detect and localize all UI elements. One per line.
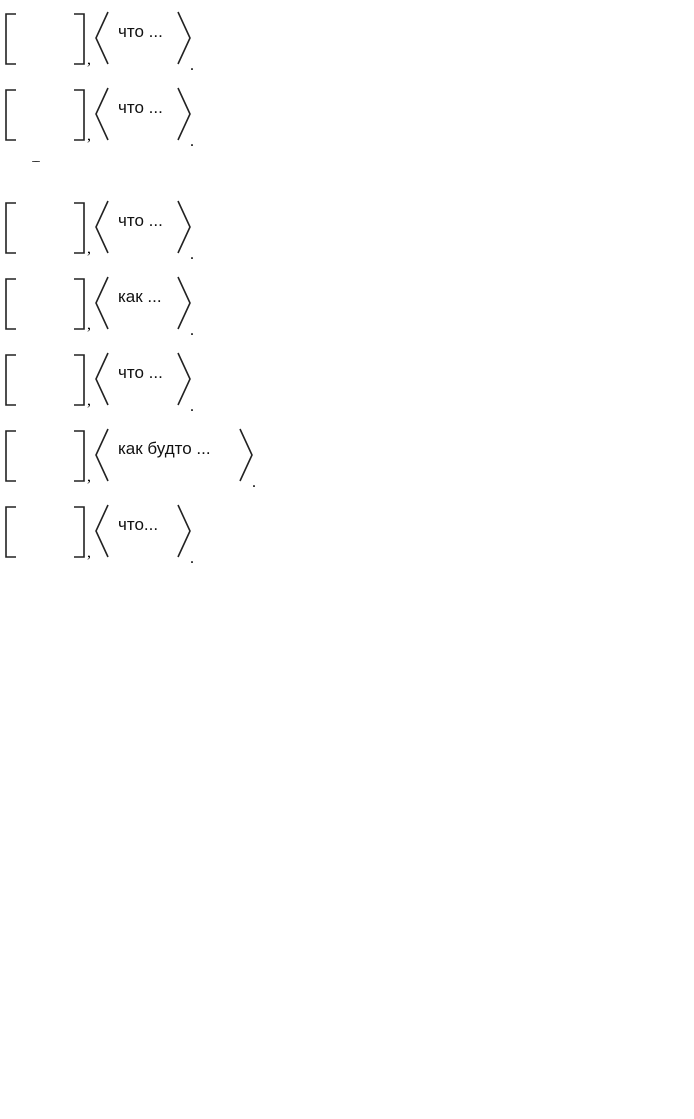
sub-clause-paren-right: [178, 277, 190, 329]
morpheme-mark: [32, 161, 40, 162]
scheme-period: .: [252, 474, 256, 489]
scheme-conjunction: что ...: [118, 98, 163, 117]
sub-clause-paren-left: [96, 353, 108, 405]
scheme-conjunction: как будто ...: [118, 439, 211, 458]
sub-clause-paren-left: [96, 12, 108, 64]
main-clause-bracket-left: [6, 355, 16, 405]
main-clause-bracket-left: [6, 431, 16, 481]
main-clause-bracket-left: [6, 507, 16, 557]
scheme-conjunction: что ...: [118, 22, 163, 41]
scheme-period: .: [190, 550, 194, 565]
scheme-comma: ,: [87, 316, 91, 333]
scheme-conjunction: что ...: [118, 363, 163, 382]
scheme-period: .: [190, 57, 194, 72]
scheme-conjunction: как ...: [118, 287, 162, 306]
main-clause-bracket-right: [74, 507, 84, 557]
main-clause-bracket-right: [74, 355, 84, 405]
scheme-period: .: [190, 133, 194, 148]
scheme-period: .: [190, 322, 194, 337]
scheme-comma: ,: [87, 127, 91, 144]
sub-clause-paren-left: [96, 201, 108, 253]
main-clause-bracket-left: [6, 279, 16, 329]
main-clause-bracket-right: [74, 279, 84, 329]
sentence-scheme: [4, 499, 692, 567]
sub-clause-paren-right: [240, 429, 252, 481]
sub-clause-paren-right: [178, 201, 190, 253]
main-clause-bracket-left: [6, 90, 16, 140]
main-clause-bracket-right: [74, 203, 84, 253]
main-clause-bracket-left: [6, 203, 16, 253]
main-clause-bracket-right: [74, 90, 84, 140]
sentence-scheme: [4, 195, 692, 263]
sentence-scheme: [4, 347, 692, 415]
sentence-scheme: [4, 271, 692, 339]
main-clause-bracket-right: [74, 14, 84, 64]
sub-clause-paren-left: [96, 429, 108, 481]
scheme-period: .: [190, 246, 194, 261]
scheme-period: .: [190, 398, 194, 413]
exercise-page: [4, 0, 692, 575]
scheme-comma: ,: [87, 468, 91, 485]
sentence-text: [4, 165, 112, 185]
sub-clause-paren-right: [178, 505, 190, 557]
sentence-scheme: [4, 82, 692, 150]
scheme-comma: ,: [87, 544, 91, 561]
sub-clause-paren-left: [96, 505, 108, 557]
scheme-comma: ,: [87, 51, 91, 68]
scheme-conjunction: что...: [118, 515, 159, 534]
sentence-3: [4, 158, 692, 191]
main-clause-bracket-right: [74, 431, 84, 481]
main-clause-bracket-left: [6, 14, 16, 64]
sentence-scheme: [4, 423, 692, 491]
sub-clause-paren-right: [178, 12, 190, 64]
sub-clause-paren-right: [178, 353, 190, 405]
scheme-conjunction: что ...: [118, 211, 163, 230]
sub-clause-paren-left: [96, 277, 108, 329]
sub-clause-paren-right: [178, 88, 190, 140]
scheme-comma: ,: [87, 240, 91, 257]
scheme-comma: ,: [87, 392, 91, 409]
sentence-scheme: [4, 6, 692, 74]
sub-clause-paren-left: [96, 88, 108, 140]
